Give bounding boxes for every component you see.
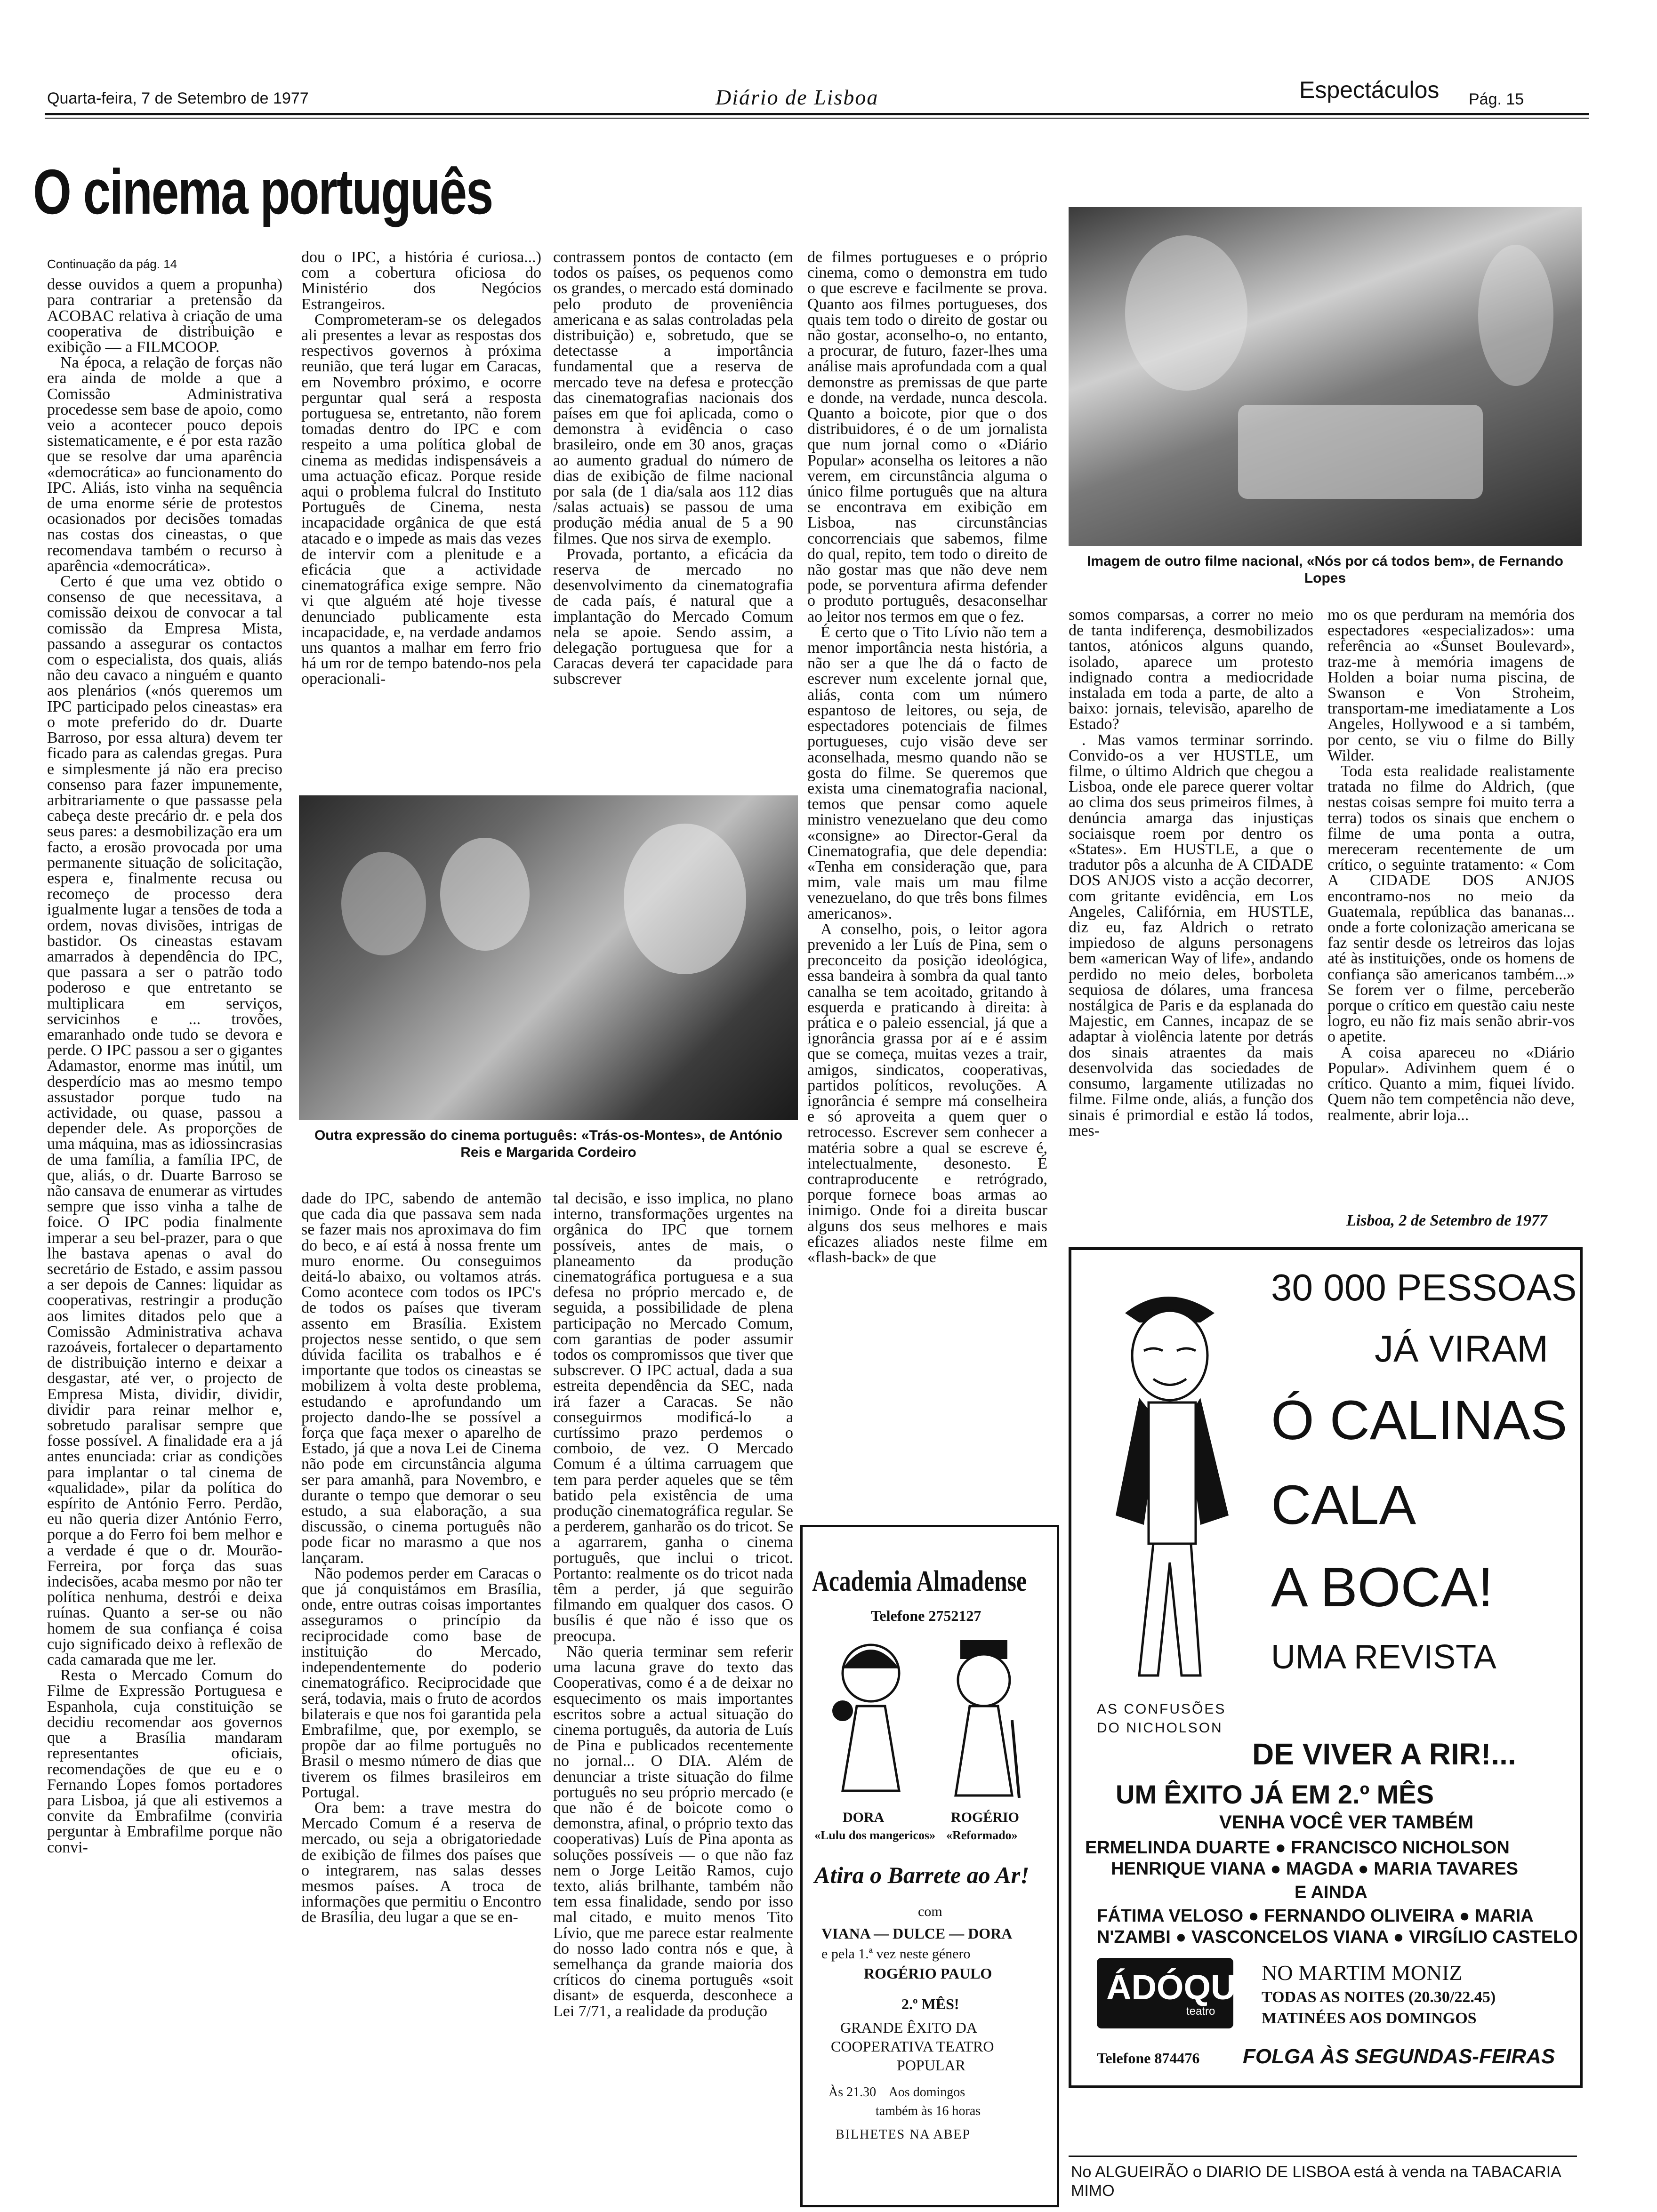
ad-headline-4: CALA bbox=[1271, 1474, 1416, 1536]
article-column-3-bottom bbox=[553, 1191, 793, 2191]
paragraph: Toda esta realidade realistamente tratada no filme do Aldrich, (que nestas coisas sempre foi muito terra a terra) todos os sinais que enchem o filme de uma ponta a outra, mereceram recentemente de um crítico, o seguinte tratamento: « Com A CIDADE DOS ANJOS encontramo-nos no meio da Guatemala, república das bananas... onde a forte colonização americana se faz sentir desde os letreiros das lojas até às instituições, onde os homens de confiança são americanos também...» Se forem ver o filme, perceberão porque o crítico em questão caiu neste logro, eu não fiz mais senão abrir-vos o apetite. bbox=[1327, 762, 1575, 1046]
bottom-note-rule bbox=[1069, 2156, 1577, 2157]
ad-schedule-2: MATINÉES AOS DOMINGOS bbox=[1262, 2010, 1477, 2027]
ad-cast-line-4: N'ZAMBI ● VASCONCELOS VIANA ● VIRGÍLIO CASTELO bbox=[1097, 1927, 1578, 1947]
paragraph: Provada, portanto, a eficácia da reserva de mercado no desenvolvimento da cinematografia de cada país, é natural que a implantação do Mercado Comum nela se apoie. Sendo assim, a delegação portuguesa que for a Caracas deverá ter capacidade para subscrever bbox=[553, 545, 793, 688]
newspaper-masthead: Diário de Lisboa bbox=[716, 85, 879, 109]
dora-drawing bbox=[824, 1635, 918, 1805]
article-column-1 bbox=[47, 256, 282, 2191]
academia-cast: VIANA — DULCE — DORA bbox=[821, 1925, 1013, 1942]
paragraph: contrassem pontos de contacto (em todos os países, os pequenos como os grandes, o mercado está dominado pelo produto de proveniência americana e as salas controladas pela distribuição) e, sobretudo, que se detectasse a importância fundamental que a reserva de mercado teve na defesa e protecção das cinematografias nacionais dos países em que foi aplicada, como o demonstra à evidência o caso brasileiro, onde em 30 anos, graças ao aumento gradual do número de dias de exibição de filme nacional por sala (de 1 dia/sala aos 112 dias /salas actuais) se passou de uma produção média anual de 5 a 90 filmes. Que nos sirva de exemplo. bbox=[553, 249, 793, 547]
photo-cook-figure bbox=[1125, 235, 1247, 391]
ad-headline-1: 30 000 PESSOAS bbox=[1271, 1266, 1577, 1308]
page-number: Pág. 15 bbox=[1469, 90, 1524, 108]
char-dora-name: DORA bbox=[843, 1810, 885, 1825]
rogerio-drawing bbox=[937, 1635, 1031, 1805]
caricature-drawing bbox=[1087, 1271, 1247, 1694]
char-dora-desc: «Lulu dos mangericos» bbox=[814, 1828, 936, 1842]
paragraph: Não queria terminar sem referir uma lacuna grave do texto das Cooperativas, como é a de deixar no esquecimento os mais importantes escritos sobre a actual situação do cinema português, da autoria de Luís de Pina e publicados recentemente no jornal... O DIA. Além de denunciar a triste situação do filme português no seu próprio mercado (e que não é de boicote como o demonstra, afinal, o próprio texto das cooperativas) Luís de Pina aponta as soluções possíveis — o que não faz nem o Jorge Leitão Ramos, cujo texto, aliás brilhante, também não tem essa finalidade, sendo por isso mal citado, e muito menos Tito Lívio, que me parece estar realmente do nosso lado contra nós e que, à semelhança da grande maioria dos críticos do cinema português «soit disant» de esquerda, desconhece a Lei 7/71, a realidade da produção bbox=[553, 1643, 793, 2020]
academia-times-2: também às 16 horas bbox=[876, 2104, 981, 2118]
ad-cast-line-3: FÁTIMA VELOSO ● FERNANDO OLIVEIRA ● MARIA bbox=[1097, 1906, 1534, 1926]
header-rule bbox=[45, 113, 1589, 115]
ad-headline-9: VENHA VOCÊ VER TAMBÉM bbox=[1219, 1812, 1474, 1833]
photo-figure-child-2 bbox=[440, 838, 530, 951]
photo-caption-middle: Outra expressão do cinema português: «Trás-os-Montes», de António Reis e Margarida Cordeiro bbox=[314, 1128, 783, 1160]
ad-cast-line-1: ERMELINDA DUARTE ● FRANCISCO NICHOLSON bbox=[1085, 1838, 1510, 1858]
academia-times-1: Às 21.30 Aos domingos bbox=[828, 2085, 965, 2100]
photo-man-figure bbox=[1478, 245, 1553, 386]
bottom-sales-note: No ALGUEIRÃO o DIARIO DE LISBOA está à venda na TABACARIA MIMO bbox=[1071, 2163, 1560, 2200]
academia-tickets: BILHETES NA ABEP bbox=[836, 2127, 971, 2142]
caricature-rogerio-figure bbox=[937, 1635, 1031, 1805]
article-signoff: Lisboa, 2 de Setembro de 1977 bbox=[1346, 1212, 1547, 1229]
ad-rest-day: FOLGA ÀS SEGUNDAS-FEIRAS bbox=[1243, 2045, 1555, 2068]
photo-kitchen-tray bbox=[1238, 405, 1483, 499]
paragraph: tal decisão, e isso implica, no plano interno, transformações urgentes na orgânica do IPC que tornem possíveis, antes de mais, o planeamento da produção cinematográfica portuguesa e a sua defesa no próprio mercado e, de seguida, a possibilidade de plena participação no Mercado Comum, com garantias de poder assumir todos os compromissos que tiver que subscrever. O IPC actual, dada a sua estreita dependência da SEC, nada irá fazer a Caracas. Se não conseguirmos modificá-lo a curtíssimo prazo perdemos o comboio, de vez. O Mercado Comum é a última carruagem que tem para perder aqueles que se têm batido pela existência de uma produção cinematográfica regular. Se a perderem, ganharão os do tricot. Se a agarrarem, ganha o cinema português, que inclui o tricot. Portanto: realmente os do tricot nada têm a perder, já que seguirão filmando em qualquer dos casos. O busílis é que não é isso que os preocupa. bbox=[553, 1191, 793, 1645]
ad-phone: Telefone 874476 bbox=[1097, 2050, 1200, 2067]
academia-success-1: GRANDE ÊXITO DA bbox=[840, 2019, 977, 2036]
caricature-nicholson-figure bbox=[1087, 1271, 1247, 1694]
ad-headline-2: JÁ VIRAM bbox=[1375, 1328, 1548, 1370]
article-column-4 bbox=[807, 249, 1047, 1520]
paragraph: de filmes portugueses e o próprio cinema, como o demonstra em tudo o que escreve e facilmente se prova. Quanto aos filmes portugueses, dos quais tem todo o direito de gostar ou não gostar, aconselho-o, no entanto, a procurar, de futuro, fazer-lhes uma análise mais aprofundada com a qual demonstre as premissas de que parte e donde, na verdade, nunca descola. Quanto a boicote, pior que o dos distribuidores, é o de um jornalista que num jornal como o «Diário Popular» aconselha os leitores a não verem, em circunstância alguma o único filme português que na altura se encontrava em exibição em Lisboa, nas circunstâncias concorrenciais que sabemos, filme do qual, repito, tem todo o direito de não gostar mas que não deve nem pode, se porventura afirma defender o produto português, desaconselhar ao leitor nos termos em que o fez. bbox=[807, 249, 1047, 625]
academia-title: Academia Almadense bbox=[812, 1565, 1027, 1597]
academia-phone: Telefone 2752127 bbox=[871, 1607, 981, 1624]
photo-nos-por-ca-todos-bem bbox=[1069, 207, 1582, 546]
paragraph: Certo é que uma vez obtido o consenso de que necessitava, a comissão deixou de convocar a tal comissão da Empresa Mista, passando a assegurar os contactos com o especialista, dos quais, aliás não deu cavaco a ninguém e quanto aos plenários («nós queremos um IPC participado pelos cineastas» era o mote preferido do dr. Duarte Barroso, por essa altura) devem ter ficado para as calendas gregas. Pura e simplesmente já não era preciso consenso para fazer impunemente, arbitrariamente o que passasse pela cabeça deste precário dr. e pela dos seus pares: a desmobilização era um facto, a erosão provocada por uma permanente situação de solicitação, espera e, finalmente recusa ou recomeço de processo dera igualmente lugar a tensões de toda a ordem, novas divisões, intrigas de bastidor. Os cineastas estavam amarrados à dependência do IPC, que passara a ser o patrão todo poderoso e que entretanto se multiplicara em serviços, servicinhos e ... trovões, emaranhado onde tudo se devora e perde. O IPC passou a ser o gigantes Adamastor, enorme mas inútil, um desperdício mas ao mesmo tempo assustador porque tudo na actividade, ou quase, passou a depender dele. As proporções de uma máquina, mas as idiossincrasias de uma família, a família IPC, de que, aliás, o dr. Duarte Barroso se não cansava de enumerar as virtudes sempre que isso vinha a talhe de foice. O IPC podia finalmente imperar a seu bel-prazer, para o que lhe bastava apenas o aval do secretário de Estado, e assim passou a ser depois de Cannes: liquidar as cooperativas, restringir a produção aos limites ditados pelo que a Comissão Administrativa achava razoáveis, fortalecer o departamento de distribuição interno e deixar a desgastar, até ver, o projecto de Empresa Mista, dividir, dividir, dividir para reinar melhor e, sobretudo paralisar sempre que fosse possível. A finalidade era a já antes enunciada: criar as condições para implantar o tal cinema de «qualidade», pilar da política do espírito de António Ferro. Perdão, eu não queria dizer António Ferro, porque a do Ferro foi bem melhor e a verdade é que o dr. Mourão-Ferreira, por força das suas indecisões, acaba mesmo por não ter política nenhuma, destrói e deixa ruínas. Quanto a ser-se ou não homem de sua confiança é coisa cujo significado deixo à reflexão de cada camarada que me ler. bbox=[47, 573, 282, 1669]
paragraph: somos comparsas, a correr no meio de tanta indiferença, desmobilizados tantos, atónicos alguns quando, isolado, aparece um protesto indignado contra a mediocridade instalada em toda a parte, de alto a baixo: jornais, televisão, aparelho de Estado? bbox=[1069, 607, 1313, 733]
paragraph: A coisa apareceu no «Diário Popular». Adivinhem quem é o crítico. Quanto a mim, fiquei lívido. Quem não tem competência não deve, realmente, abrir loja... bbox=[1327, 1043, 1575, 1124]
paragraph: Não podemos perder em Caracas o que já conquistámos em Brasília, onde, entre outras coisas importantes asseguramos o princípio da reciprocidade como base de instituição do Mercado, independentemente do poderio cinematográfico. Reciprocidade que será, todavia, mais o fruto de acordos bilaterais e que nos foi garantida pela Embrafilme, que, por exemplo, se propõe dar ao filme português no Brasil o mesmo número de dias que tiverem os filmes brasileiros em Portugal. bbox=[301, 1564, 541, 1801]
academia-debut: e pela 1.ª vez neste género bbox=[821, 1946, 971, 1962]
ad-headline-6: UMA REVISTA bbox=[1271, 1638, 1496, 1676]
ad-cast-and: E AINDA bbox=[1295, 1883, 1367, 1902]
char-rogerio-desc: «Reformado» bbox=[946, 1828, 1018, 1842]
paragraph: dade do IPC, sabendo de antemão que cada dia que passava sem nada se fazer mais nos aproximava do fim do beco, e aí está à nossa frente um muro enorme. Ou conseguimos deitá-lo abaixo, ou voltamos atrás. Como acontece com todos os IPC's de todos os países que tiveram assento em Brasília. Existem projectos nesse sentido, o que sem dúvida facilita os trabalhos e é importante que todos os cineastas se mobilizem à volta deste problema, estudando e aprofundando um projecto dando-lhe se possível a força que faça mexer o aparelho de Estado, já que a nova Lei de Cinema não pode em circunstância alguma ser para amanhã, para Novembro, e durante o tempo que demorar o seu estudo, a sua elaboração, a sua discussão, o cinema português não pode ficar no marasmo a que nos lançaram. bbox=[301, 1191, 541, 1567]
academia-debut-name: ROGÉRIO PAULO bbox=[864, 1965, 992, 1982]
ad-schedule-1: TODAS AS NOITES (20.30/22.45) bbox=[1262, 1988, 1496, 2006]
theatre-logo-sub: teatro bbox=[1186, 2005, 1215, 2018]
paragraph: Ora bem: a trave mestra do Mercado Comum é a reserva de mercado, ou seja a obrigatoriedade de exibição de filmes dos países que o integrarem, nas salas desses mesmos países. A troca de informações que permitiu o Encontro de Brasília, deu lugar a que se en- bbox=[301, 1799, 541, 1926]
paragraph: dou o IPC, a história é curiosa...) com a cobertura oficiosa do Ministério dos Negócios Estrangeiros. bbox=[301, 249, 541, 313]
photo-figure-youth bbox=[624, 824, 746, 974]
ad-headline-8: UM ÊXITO JÁ EM 2.º MÊS bbox=[1116, 1779, 1434, 1809]
academia-success-2: COOPERATIVA TEATRO bbox=[831, 2038, 994, 2055]
continuation-note: Continuação da pág. 14 bbox=[47, 257, 177, 271]
article-column-6 bbox=[1327, 607, 1575, 1205]
char-rogerio-name: ROGÉRIO bbox=[951, 1810, 1020, 1825]
academia-slogan: Atira o Barrete ao Ar! bbox=[814, 1862, 1030, 1888]
academia-success-3: POPULAR bbox=[897, 2057, 965, 2074]
photo-tras-os-montes bbox=[299, 795, 798, 1120]
caricature-dora-figure bbox=[824, 1635, 918, 1805]
section-title: Espectáculos bbox=[1299, 77, 1440, 103]
photo-caption-top-right: Imagem de outro filme nacional, «Nós por cá todos bem», de Fernando Lopes bbox=[1087, 553, 1563, 586]
ad-headline-3: Ó CALINAS bbox=[1271, 1389, 1568, 1451]
ad-headline-7: DE VIVER A RIR!... bbox=[1252, 1737, 1516, 1771]
caricature-caption-2: DO NICHOLSON bbox=[1097, 1720, 1223, 1736]
paragraph: desse ouvidos a quem a propunha) para contrariar a pretensão da ACOBAC relativa à criação de uma cooperativa de distribuição e exibição — a FILMCOOP. bbox=[47, 276, 282, 356]
theatre-logo bbox=[1097, 1958, 1259, 2028]
paragraph: Comprometeram-se os delegados ali presentes a levar as respostas dos respectivos governos à próxima reunião, que terá lugar em Caracas, em Novembro próximo, e ocorre perguntar qual será a resposta portuguesa se, entretanto, não forem tomadas dentro do IPC e com respeito a uma política global de cinema as medidas indispensáveis a uma actuação eficaz. Porque reside aqui o problema fulcral do Instituto Português de Cinema, nesta incapacidade orgânica de que está atacado e o impede as mais das vezes de intervir com a plenitude e a eficácia que a actividade cinematográfica exige sempre. Não vi que alguém até hoje tivesse denunciado publicamente esta incapacidade, e, na verdade andamos uns quantos a malhar em ferro frio há um ror de tempo batendo-nos pela operacionali- bbox=[301, 311, 541, 688]
article-column-3-top bbox=[553, 249, 793, 779]
photo-figure-child-1 bbox=[341, 852, 426, 955]
paragraph: Na época, a relação de forças não era ainda de molde a que a Comissão Administrativa procedesse sem base de apoio, como veio a acontecer pouco depois sistematicamente, e é por esta razão que se resolve dar uma aparência «democrática» ao funcionamento do IPC. Aliás, isto vinha na sequência de uma enorme série de protestos ocasionados por decisões tomadas nas costas dos cineastas, o que recomendava também o recurso à aparência «democrática». bbox=[47, 354, 282, 575]
paragraph: A conselho, pois, o leitor agora prevenido a ler Luís de Pina, sem o preconceito da posição ideológica, essa bandeira à sombra da qual tanto canalha se tem acoitado, gritando à esquerda e praticando à direita: à prática e o paleio essencial, já que a ignorância grassa por aí e é assim que se começa, muitas vezes a trair, amigos, sindicatos, cooperativas, partidos políticos, revoluções. A ignorância é sempre má conselheira e só aproveita a quem quer o retrocesso. Escrever sem conhecer a matéria sobre a qual se escreve é, intelectualmente, desonesto. É contraproducente e retrógrado, porque fornece boas armas ao inimigo. Onde foi a direita buscar alguns dos seus melhores e mais eficazes aliados neste filme em «flash-back» de que bbox=[807, 920, 1047, 1266]
academia-with: com bbox=[918, 1904, 942, 1919]
article-column-2-top bbox=[301, 249, 541, 779]
theatre-logo-text: ÁDÓQUE bbox=[1106, 1968, 1259, 2007]
caricature-caption-1: AS CONFUSÕES bbox=[1097, 1701, 1226, 1717]
article-column-5 bbox=[1069, 607, 1313, 1231]
issue-date: Quarta-feira, 7 de Setembro de 1977 bbox=[47, 89, 309, 107]
ad-cast-line-2: HENRIQUE VIANA ● MAGDA ● MARIA TAVARES bbox=[1111, 1859, 1519, 1879]
header-rule-thin bbox=[45, 118, 1589, 119]
article-column-2-bottom bbox=[301, 1191, 541, 2191]
paragraph: É certo que o Tito Lívio não tem a menor importância nesta história, a não ser a que lhe dá o facto de escrever num excelente jornal que, aliás, conta com um número espantoso de leitores, ou seja, de espectadores potenciais de filmes portugueses, cujo visão deve ser aconselhada, mesmo quando não se gosta do filme. Se queremos que exista uma cinematografia nacional, temos que pensar como aquele ministro venezuelano que deu como «consigne» ao Director-Geral da Cinematografia, que dele dependia: «Tenha em consideração que, para mim, vale mais um mau filme venezuelano, do que três bons filmes americanos». bbox=[807, 623, 1047, 922]
ad-headline-5: A BOCA! bbox=[1271, 1556, 1494, 1619]
article-headline: O cinema português bbox=[33, 156, 492, 227]
ad-venue: NO MARTIM MONIZ bbox=[1262, 1961, 1463, 1985]
paragraph: . Mas vamos terminar sorrindo. Convido-os a ver HUSTLE, um filme, o último Aldrich que chegou a Lisboa, onde ele parece querer voltar ao clima dos seus primeiros filmes, à denúncia amarga das injustiças sociaisque roem por dentro os «States». Em HUSTLE, a que o tradutor pôs a alcunha de A CIDADE DOS ANJOS visto a acção decorrer, com gritante evidência, em Los Angeles, Califórnia, em HUSTLE, diz eu, faz Aldrich o retrato impiedoso de alguns personagens bem «american Way of life», andando perdido no meio deles, borboleta sequiosa de dólares, uma francesa nostálgica de Paris e da esplanada do Majestic, em Cannes, incapaz de se adaptar à violência latente por detrás dos sinais atraentes da mais desenvolvida das sociedades de consumo, largamente utilizadas no filme. Filme onde, aliás, a função dos sinais é primordial e estão lá todos, mes- bbox=[1069, 731, 1313, 1139]
paragraph: mo os que perduram na memória dos espectadores «especializados»: uma referência ao «Sunset Boulevard», traz-me à memória imagens de Holden a boiar numa piscina, de Swanson e Von Stroheim, transportam-me imediatamente a Los Angeles, Hollywood e a si também, por cento, se viu o filme do Billy Wilder. bbox=[1327, 607, 1575, 764]
paragraph: Resta o Mercado Comum do Filme de Expressão Portuguesa e Espanhola, cuja constituição se decidiu recomendar aos governos que a Brasília mandaram representantes oficiais, recomendações de que eu e o Fernando Lopes fomos portadores para Lisboa, já que ali estivemos a convite da Embrafilme (conviria perguntar à Embrafilme porque não convi- bbox=[47, 1667, 282, 1856]
academia-month: 2.º MÊS! bbox=[901, 1996, 959, 2012]
